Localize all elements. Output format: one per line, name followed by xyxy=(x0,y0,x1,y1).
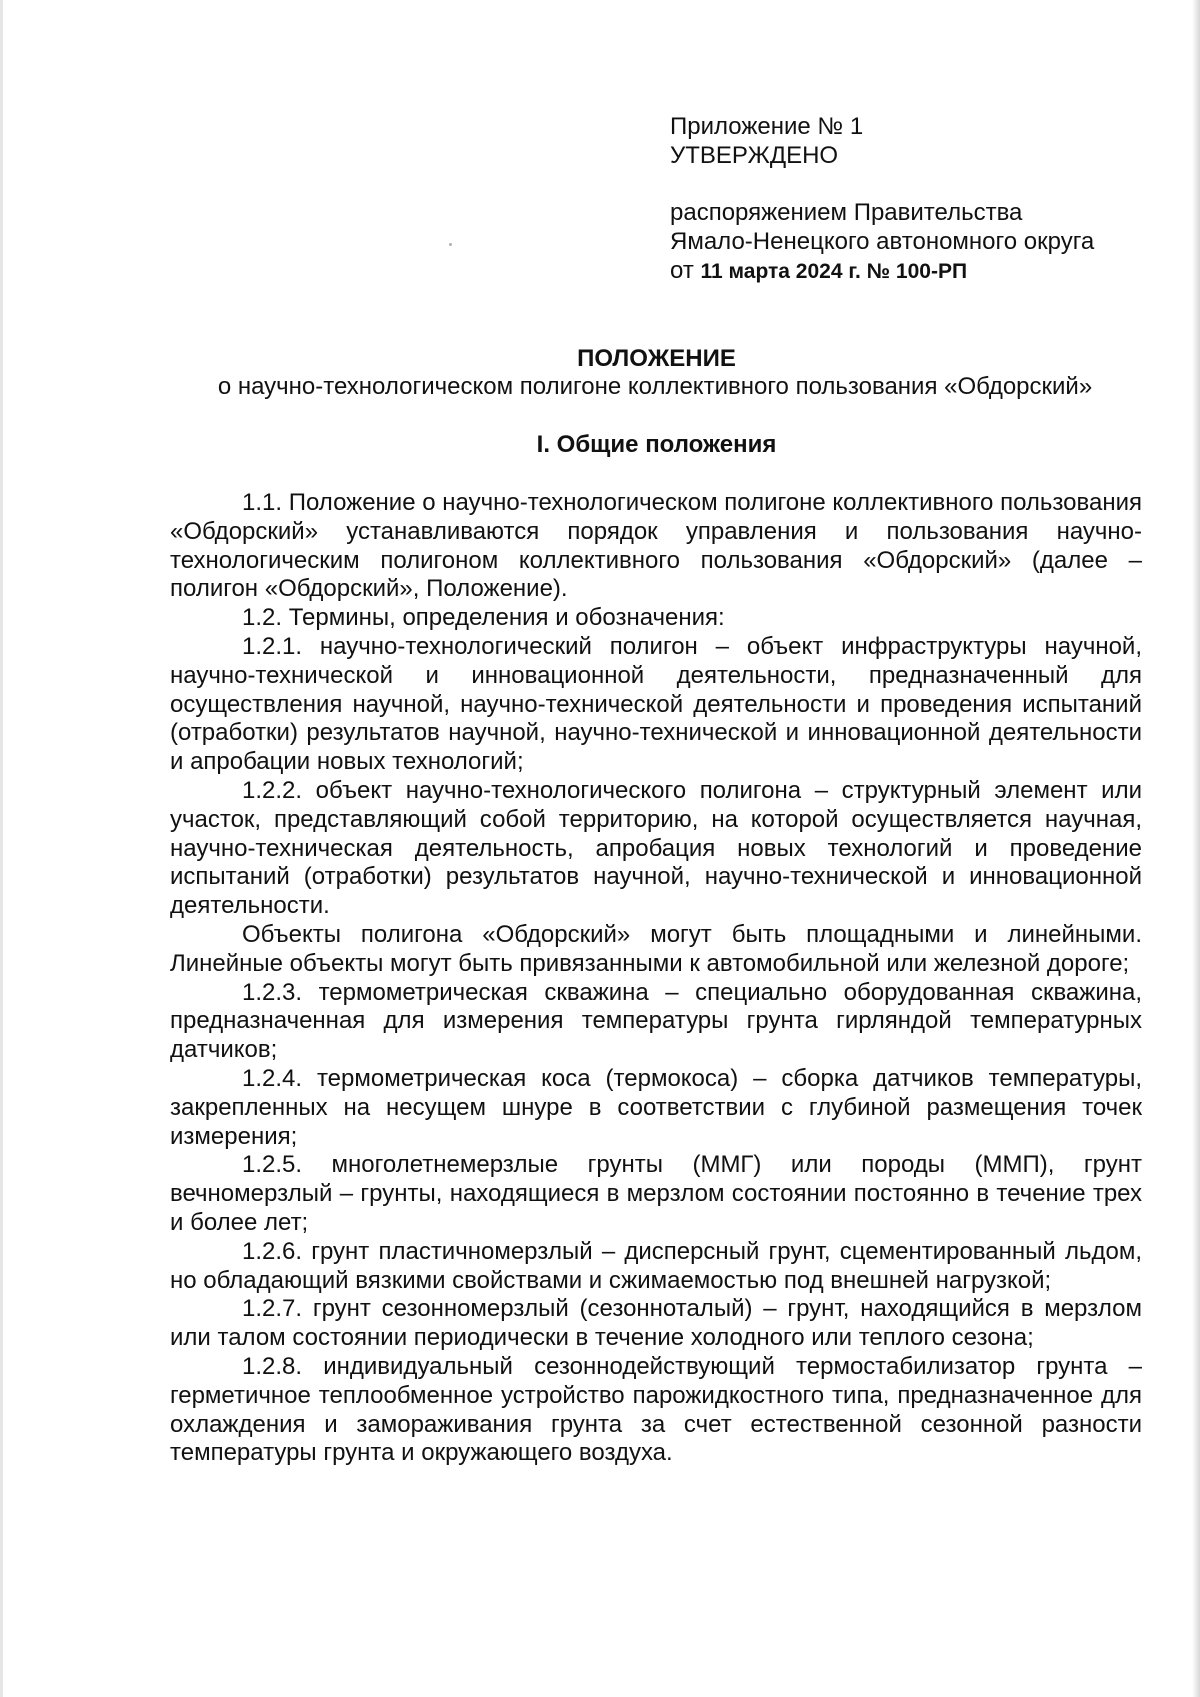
paragraph-1-2-6: 1.2.6. грунт пластичномерзлый – дисперсный грунт, сцементированный льдом, но обладающий вязкими свойствами и сжимаемостью под внешней нагрузкой; xyxy=(170,1237,1142,1294)
paragraph-1-1: 1.1. Положение о научно-технологическом полигоне коллективного пользования «Обдорский» устанавливаются порядок управления и пользования научно-технологическим полигоном коллективного пользования «Обдорский» (далее – полигон «Обдорский», Положение). xyxy=(170,489,1142,603)
paragraph-1-2-8: 1.2.8. индивидуальный сезоннодействующий термостабилизатор грунта – герметичное теплообменное устройство парожидкостного типа, предназначенное для охлаждения и замораживания грунта за счет естественной сезонной разности температуры грунта и окружающего воздуха. xyxy=(170,1352,1142,1467)
order-date-prefix: от xyxy=(670,257,694,284)
approved-label: УТВЕРЖДЕНО xyxy=(670,142,839,169)
section-heading: I. Общие положения xyxy=(536,431,777,458)
approval-header xyxy=(670,112,1170,286)
order-date-value: 11 марта 2024 г. № 100-РП xyxy=(700,260,968,283)
order-line-2: Ямало-Ненецкого автономного округа xyxy=(670,228,1095,255)
scan-speck xyxy=(449,243,452,246)
paragraph-1-2-4: 1.2.4. термометрическая коса (термокоса) – сборка датчиков температуры, закрепленных на несущем шнуре в соответствии с глубиной размещения точек измерения; xyxy=(170,1064,1142,1150)
paragraph-1-2-7: 1.2.7. грунт сезонномерзлый (сезонноталый) – грунт, находящийся в мерзлом или талом состоянии периодически в течение холодного или теплого сезона; xyxy=(170,1295,1142,1352)
document-subtitle: о научно-технологическом полигоне коллективного пользования «Обдорский» xyxy=(217,373,1093,400)
scan-edge-left xyxy=(0,0,3,1697)
paragraph-1-2: 1.2. Термины, определения и обозначения: xyxy=(242,604,725,632)
paragraph-1-2-2: 1.2.2. объект научно-технологического полигона – структурный элемент или участок, представляющий собой территорию, на которой осуществляется научная, научно-техническая деятельность, апробация новых технологий и проведение испытаний (отработки) результатов научной, научно-технической и инновационной деятельности. xyxy=(170,776,1142,920)
document-body xyxy=(170,489,1142,1468)
scan-edge-right xyxy=(1192,0,1200,1697)
document-title: ПОЛОЖЕНИЕ xyxy=(577,345,736,372)
paragraph-1-2-1: 1.2.1. научно-технологический полигон – объект инфраструктуры научной, научно-технической и инновационной деятельности, предназначенный для осуществления научной, научно-технической деятельности и проведения испытаний (отработки) результатов научной, научно-технической и инновационной деятельности и апробации новых технологий; xyxy=(170,632,1142,776)
paragraph-1-2-3: 1.2.3. термометрическая скважина – специально оборудованная скважина, предназначенная для измерения температуры грунта гирляндой температурных датчиков; xyxy=(170,978,1142,1064)
paragraph-1-2-5: 1.2.5. многолетнемерзлые грунты (ММГ) или породы (ММП), грунт вечномерзлый – грунты, находящиеся в мерзлом состоянии постоянно в течение трех и более лет; xyxy=(170,1151,1142,1236)
paragraph-objects: Объекты полигона «Обдорский» могут быть площадными и линейными. Линейные объекты могут быть привязанными к автомобильной или железной дороге; xyxy=(170,920,1142,977)
order-date-line xyxy=(670,256,1170,286)
order-line-1: распоряжением Правительства xyxy=(670,199,1023,226)
appendix-label: Приложение № 1 xyxy=(670,113,864,140)
